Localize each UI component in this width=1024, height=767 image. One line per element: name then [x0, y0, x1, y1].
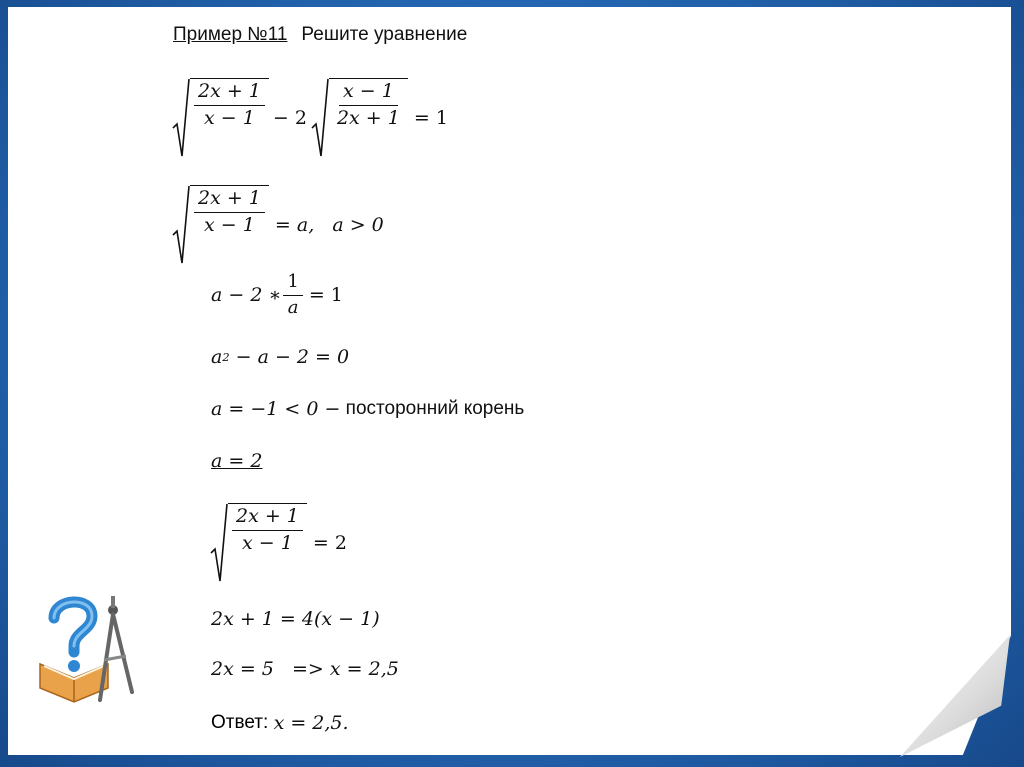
- rejected-root: [211, 398, 524, 420]
- frac1-numerator: 2x + 1: [194, 81, 265, 106]
- frac2-numerator: x − 1: [339, 81, 398, 106]
- substitution: [172, 185, 384, 265]
- answer-label: Ответ:: [211, 712, 274, 733]
- task-title: [173, 24, 467, 46]
- paper-sheet: [8, 7, 1011, 755]
- step-a-lhs: a − 2 ∗: [211, 284, 282, 307]
- back-numerator: 2x + 1: [232, 506, 303, 531]
- step-a-rhs: = 1: [308, 284, 343, 307]
- back-substitution: [210, 503, 347, 583]
- step-a-equation: [211, 272, 343, 318]
- sub-rhs: = a, a > 0: [274, 214, 384, 236]
- minus-two: − 2: [272, 107, 307, 129]
- answer: [211, 712, 349, 734]
- answer-value: x = 2,5.: [273, 712, 349, 734]
- quad-exp: 2: [222, 350, 230, 364]
- step-a-den: a: [287, 296, 299, 318]
- example-number: Пример №11: [173, 24, 288, 45]
- quadratic-equation: [211, 346, 349, 368]
- accepted-root: a = 2: [211, 450, 263, 472]
- quad-a: a: [211, 346, 223, 368]
- quad-rest: − a − 2 = 0: [229, 346, 350, 368]
- radical-sub: [172, 185, 269, 265]
- radical-back: [210, 503, 307, 583]
- back-rhs: = 2: [312, 532, 347, 554]
- frac1-denominator: x − 1: [204, 106, 255, 129]
- question-book-compass-icon: [34, 590, 146, 710]
- solve-line: 2x = 5 => x = 2,5: [211, 658, 399, 680]
- radical-1: [172, 78, 269, 158]
- step-a-num: 1: [283, 272, 302, 296]
- eq1-rhs: = 1: [413, 107, 448, 129]
- sub-numerator: 2x + 1: [194, 188, 265, 213]
- rejected-root-text: посторонний корень: [340, 398, 525, 419]
- rejected-root-math: a = −1 < 0 −: [211, 398, 341, 420]
- task-text: Решите уравнение: [301, 24, 468, 45]
- back-denominator: x − 1: [242, 531, 293, 554]
- linear-equation: 2x + 1 = 4(x − 1): [211, 608, 380, 630]
- equation-original: [172, 78, 448, 158]
- frac2-denominator: 2x + 1: [336, 106, 400, 129]
- radical-2: [311, 78, 408, 158]
- sub-denominator: x − 1: [204, 213, 255, 236]
